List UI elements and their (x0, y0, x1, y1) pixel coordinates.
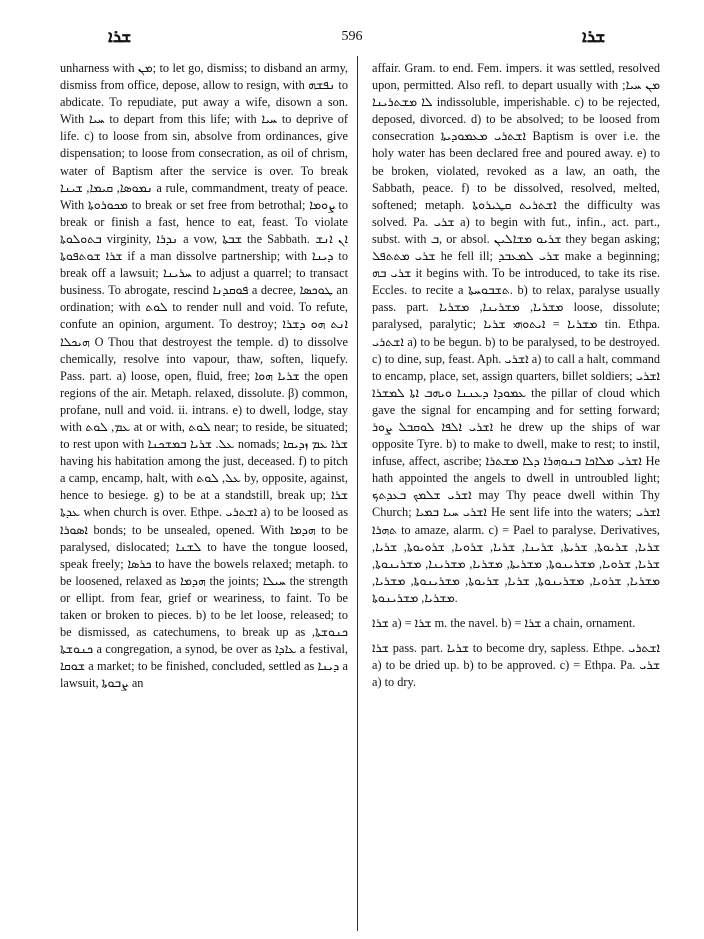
left-headword: ܫܪܐ (108, 27, 132, 47)
dictionary-entry: ܫܪܐ pass. part. ܫܪܝܐ to become dry, sapless. Ethpe. ܐܫܬܪܝ a) to be dried up. b) to be approved. c) = Ethpa. Pa. ܫܪܝ a) to dry. (372, 641, 660, 690)
page-header (0, 27, 704, 49)
right-column-text: affair. Gram. to end. Fem. impers. it was settled, resolved upon, permitted. Also refl. to depart usually with ܡܢ ܚܝܐ; ܠܐ ܡܫܬܪܝܢܐ indissoluble, imperishable. c) to be rejected, deposed, divorced. d) to be absolved; to be loosed from consecration ܐܫܬܪܝ ܡܥܡܘܕܝܬܐ Baptism is over i.e. the holy water has been declared free and poured away. e) to be broken, violated, revoked as a law, an oath, the Sabbath, peace. f) to be dissolved, resolved, melted, softened; metaph. ܐܫܬܪܝܬ ܩܛܝܪܘܬܐ the difficulty was solved. Pa. ܫܪܝ a) to begin with fut., infin., act. part., subst. with ܒ, or absol. ܫܪܝܘ ܡܫܐܠܝܢ they began asking; ܫܪܝ ܡܬܬܦܠ he fell ill; ܫܪܝ ܠܡܥܒܕ make a beginning; ܫܪܝ ܒܗ it begins with. To be introduced, to take its rise. Eccles. to recite a ܬܫܒܘܚܬܐ. b) to relax, paralyse usually pass. part. ܡܫܪܝܐ, ܡܫܪܝܢܐ, ܡܫܪܝܐ loose, dissolute; paralysed, paralytic; ܡܫܪܝܐ = ܐܝܬܘܗܝ ܫܪܝܐ tin. Ethpa. ܐܫܬܪܝ a) to be begun. b) to be paralysed, to be destroyed. c) to dine, sup, feast. Aph. ܐܫܪܝ a) to call a halt, command to encamp, place, set, assign quarters, billet soldiers; ܐܫܪܝ ܥܡܘܕܐ ܕܥܢܢܐ ܘܝܗܒ ܐܬܐ ܠܡܫܪܐ the pillar of cloud which gave the signal for encamping and for setting forward; ܐܫܪܝ ܐܠܦܐ ܠܘܩܒܠ ܨܘܪ he drew up the ships of war opposite Tyre. b) to make to dwell, make to rest; to instil, infuse, affect, ascribe; ܐܫܪܝ ܡܠܐܟܐ ܒܢܘܗܪܐ ܕܠܐ ܡܫܬܪܐ He hath appointed the angels to dwell in untroubled light; ܐܫܪܝ ܫܠܡܟ ܒܥܕܬܟ may Thy peace dwell within Thy Church; ܐܫܪܝ ܚܝܐ ܒܡܝܐ He sent life into the waters; ܐܫܪܝ ܬܗܪܐ to amaze, alarm. c) = Pael to paralyse. Derivatives, ܫܪܝܐ, ܫܪܝܘܬܐ, ܫܪܝܬܐ, ܫܪܝܢܐ, ܫܪܝܐ, ܫܪܘܝܐ, ܫܪܘܝܘܬܐ, ܫܪܝܐ, ܫܪܝܐ, ܫܪܘܝܐ, ܡܫܪܝܢܘܬܐ, ܡܫܪܝܬܐ, ܡܫܪܝܐ, ܡܫܪܝܢܐ, ܡܫܪܝܢܘܬܐ, ܡܫܪܝܐ, ܫܪܘܝܐ, ܡܫܪܝܢܘܬܐ, ܫܪܝܐ, ܫܪܝܘܬܐ, ܡܫܪܝܢܘܬܐ, ܡܫܪܝܐ, ܡܫܪܝܐ, ܡܫܪܝܢܘܬܐ. (372, 61, 661, 605)
dictionary-entry: ܫܪܐ a) = ܫܪܐ m. the navel. b) = ܫܪܐ a chain, ornament. (372, 616, 636, 630)
column-divider (357, 56, 358, 931)
left-column (60, 60, 348, 692)
right-headword: ܫܪܐ (582, 27, 606, 47)
left-column-text: unharness with ܡܢ; to let go, dismiss; to disband an army, dismiss from office, depose, allow to resign, with ܢܦܫܗ to abdicate. To repudiate, put away a wife, disown a son. With ܚܝܐ to depart from this life; with ܚܝܐ to deprive of life. c) to loose from sin, absolve from ordinances, give dispensation; to loose from consecration, as oil of chrism, water of Baptism after the service is over. To break ܢܡܘܣܐ, ܩܝܡܐ, ܫܝܢܐ a rule, commandment, treaty of peace. With ܡܟܘܪܘܬܐ to break or set free from betrothal; ܨܘܡܐ to break or finish a fast, hence to eat, feast. To violate ܒܬܘܠܘܬܐ virginity, ܢܕܪܐ a vow, ܫܒܬܐ the Sabbath. ܐܢ ܐܢܫ ܫܪܐ ܫܘܬܦܘܬܐ if a man dissolve partnership; with ܕܝܢܐ to break off a lawsuit; ܚܪܝܢܐ to adjust a quarrel; to transact business. To abrogate, rescind ܦܘܩܕܢܐ a decree, ܛܘܟܣܐ an ordination; with ܠܘܬ to render null and void. To refute, confute an opinion, argument. To destroy; ܐܢܬ ܗܘ ܕܫܪܐ ܗܝܟܠܐ O Thou that destroyest the temple. d) to dissolve chemically, resolve into vapour, thaw, soften, liquefy. Pass. part. a) loose, open, fluid, free; ܫܪܝܐ ܗܘܐ the open regions of the air. Metaph. relaxed, dissolute. β) common, profane, null and void. ii. intrans. e) to dwell, lodge, stay with ܥܡ, ܠܘܬ at or with, ܠܘܬ near; to reside, be situated; to rest upon with ܥܠ. ܫܪܝܐ ܒܡܫܟܢܐ nomads; ܫܪܐ ܥܡ ܙܕܝܩܐ having his habitation among the just, deceased. f) to pitch a camp, encamp, halt, with ܥܠ, ܠܘܬ by, opposite, against, hence to besiege. g) to be at a standstill, break up; ܫܪܐ ܥܕܬܐ when church is over. Ethpe. ܐܫܬܪܝ a) to be loosed as ܐܣܘܪܐ bonds; to be unsealed, opened. With ܗܕܡܐ to be paralysed, dislocated; ܠܫܢܐ to have the tongue loosed, speak freely; ܟܪܣܐ to have the bowels relaxed; metaph. to be loosened, relaxed as ܗܕܡܐ the joints; ܚܝܠܐ the strength or ellipt. from fear, grief or weariness, to faint. To be taken or broken to pieces. b) to be let loose, released; to be dismissed, as catechumens, to break up as ܟܢܘܫܬܐ, ܟܢܘܫܬܐ a congregation, a synod, be over as ܥܐܕܐ a festival, ܫܘܩܐ a market; to be finished, concluded, settled as ܕܝܢܐ a lawsuit, ܨܒܘܬܐ an (60, 61, 349, 691)
page-number: 596 (341, 29, 363, 44)
right-column (372, 60, 660, 691)
